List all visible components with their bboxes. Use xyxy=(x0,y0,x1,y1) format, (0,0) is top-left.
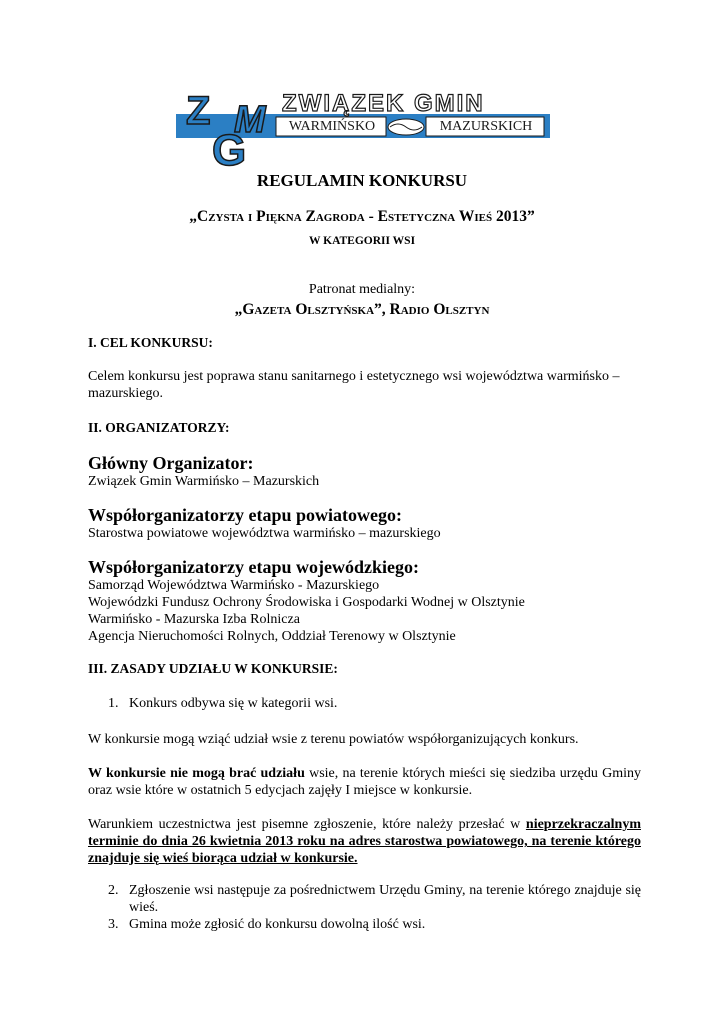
voivodeship-coorganizer: Agencja Nieruchomości Rolnych, Oddział Terenowy w Olsztynie xyxy=(88,629,456,644)
media-patronage-value: „Gazeta Olsztyńska”, Radio Olsztyn xyxy=(234,301,490,318)
document-title: REGULAMIN KONKURSU xyxy=(256,171,468,190)
excluded-rest: wsie, na terenie których mieści się siedziba urzędu Gminy oraz wsie które w ostatnich 5 edycjach zajęły I miejsce w konkursie. xyxy=(88,766,642,798)
voivodeship-coorganizer: Wojewódzki Fundusz Ochrony Środowiska i Gospodarki Wodnej w Olsztynie xyxy=(88,595,525,610)
excluded-emphasis: W konkursie nie mogą brać udziału xyxy=(88,766,305,781)
main-organizer-name: Związek Gmin Warmińsko – Mazurskich xyxy=(88,474,320,489)
deadline-emphasis: nieprzekraczalnym terminie do dnia 26 kwietnia 2013 roku na adres starostwa powiatowego, na terenie którego znajduje się wieś biorąca udział w konkursie. xyxy=(88,817,641,866)
rules-paragraph-eligible: W konkursie mogą wziąć udział wsie z terenu powiatów współorganizujących konkurs. xyxy=(88,732,579,747)
handshake-icon xyxy=(388,119,424,135)
logo-title: ZWIĄZEK GMIN xyxy=(282,90,485,117)
voivodeship-coorganizer: Samorząd Województwa Warmińsko - Mazurskiego xyxy=(88,578,380,593)
rule-item-1 xyxy=(88,695,641,712)
rule-text: Konkurs odbywa się w kategorii wsi. xyxy=(129,696,338,711)
rule-item-3 xyxy=(88,916,641,933)
section-heading-organizers: II. ORGANIZATORZY: xyxy=(88,420,230,435)
svg-text:G: G xyxy=(212,126,247,168)
rules-paragraph-excluded xyxy=(88,765,641,799)
contest-category: W KATEGORII WSI xyxy=(308,235,416,247)
contest-name: „Czysta i Piękna Zagroda - Estetyczna Wieś 2013” xyxy=(189,208,535,225)
logo-left-box-text: WARMIŃSKO xyxy=(288,119,376,134)
svg-text:Z: Z xyxy=(186,89,211,133)
svg-text:M: M xyxy=(234,99,266,141)
main-organizer-heading: Główny Organizator: xyxy=(88,453,254,473)
logo-right-box-text: MAZURSKICH xyxy=(439,119,533,134)
deadline-intro: Warunkiem uczestnictwa jest pisemne zgłoszenie, które należy przesłać w xyxy=(88,817,526,832)
section-heading-goal: I. CEL KONKURSU: xyxy=(88,335,213,350)
voivodeship-coorganizer: Warmińsko - Mazurska Izba Rolnicza xyxy=(88,612,300,627)
voivodeship-coorganizers-heading: Współorganizatorzy etapu wojewódzkiego: xyxy=(88,557,419,577)
rule-text: Zgłoszenie wsi następuje za pośrednictwem Urzędu Gminy, na terenie którego znajduje się wieś. xyxy=(129,883,641,915)
rule-number: 1. xyxy=(108,696,119,711)
county-coorganizers-text: Starostwa powiatowe województwa warmińsko – mazurskiego xyxy=(88,526,441,541)
rule-text: Gmina może zgłosić do konkursu dowolną ilość wsi. xyxy=(129,917,426,932)
rule-number: 2. xyxy=(108,883,119,898)
rule-item-2 xyxy=(88,882,641,916)
association-logo xyxy=(176,88,550,168)
rule-number: 3. xyxy=(108,917,119,932)
goal-text: Celem konkursu jest poprawa stanu sanitarnego i estetycznego wsi województwa warmińsko – mazurskiego. xyxy=(88,369,620,401)
county-coorganizers-heading: Współorganizatorzy etapu powiatowego: xyxy=(88,505,402,525)
section-heading-rules: III. ZASADY UDZIAŁU W KONKURSIE: xyxy=(88,661,338,676)
rules-paragraph-deadline xyxy=(88,816,641,867)
media-patronage-label: Patronat medialny: xyxy=(308,282,416,297)
